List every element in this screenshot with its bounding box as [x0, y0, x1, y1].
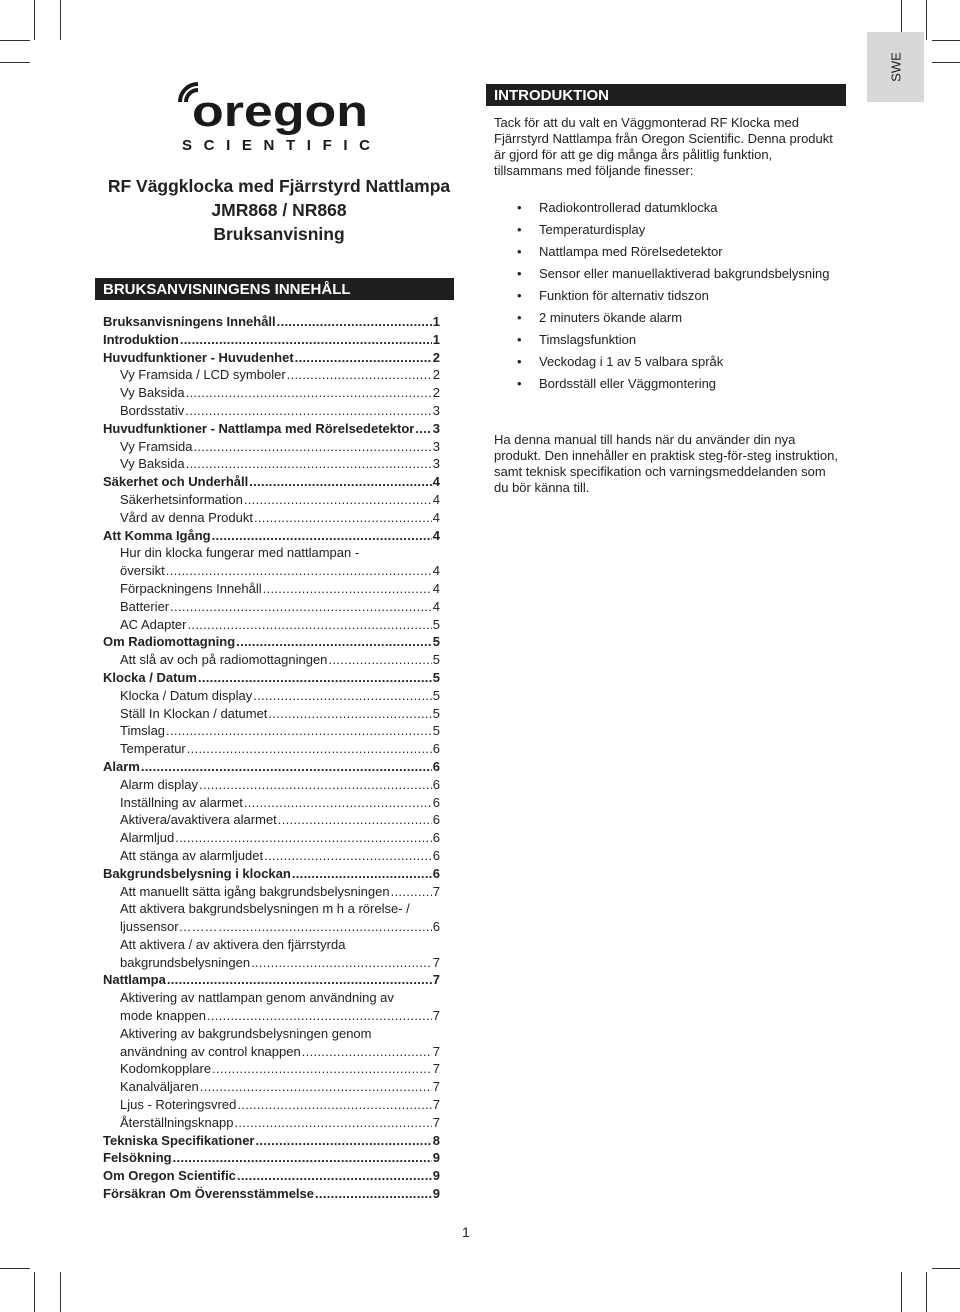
toc-leader: [237, 1167, 432, 1185]
feature-text: Nattlampa med Rörelsedetektor: [539, 244, 723, 259]
toc-leader: [219, 918, 432, 936]
toc-entry: [103, 420, 440, 438]
toc-entry-title: Klocka / Datum: [103, 669, 197, 685]
toc-entry: [103, 509, 440, 527]
toc-heading: BRUKSANVISNINGENS INNEHÅLL: [95, 278, 454, 300]
toc-entry-page: 9: [432, 1186, 440, 1202]
toc-entry-title: Att manuellt sätta igång bakgrundsbelysningen: [120, 883, 390, 899]
toc-entry-page: 1: [432, 314, 440, 329]
toc-entry: [103, 384, 440, 402]
toc-leader: [236, 633, 432, 651]
toc-entry-title: ljussensor………: [120, 919, 218, 935]
feature-text: Bordsställ eller Väggmontering: [539, 376, 717, 391]
feature-text: Timslagsfunktion: [539, 332, 637, 347]
toc-leader: [328, 651, 431, 669]
toc-leader: [193, 438, 431, 456]
toc-entry-title: Aktivering av bakgrundsbelysningen genom: [120, 1025, 372, 1041]
toc-leader: [167, 971, 432, 989]
toc-entry: [103, 865, 440, 883]
toc-entry: [103, 705, 440, 723]
toc-entry-title: Säkerhet och Underhåll: [103, 474, 249, 490]
feature-text: Temperaturdisplay: [539, 222, 646, 237]
toc-entry-title: översikt: [120, 563, 165, 579]
toc-entry: [103, 527, 440, 545]
toc-entry-title: Bruksanvisningens Innehåll: [103, 314, 276, 329]
crop-mark: [0, 1268, 30, 1269]
toc-leader: [268, 705, 431, 723]
toc-entry-title: Bordsstativ: [120, 402, 185, 418]
toc-entry-page: 7: [432, 1008, 440, 1024]
toc-leader: [188, 616, 432, 634]
toc-leader: [256, 1132, 432, 1150]
toc-entry-title: Bakgrundsbelysning i klockan: [103, 865, 291, 881]
toc-entry: [103, 1149, 440, 1167]
toc-leader: [277, 313, 432, 331]
toc-leader: [244, 794, 432, 812]
toc-leader: [302, 1043, 432, 1061]
toc-entry-page: 5: [432, 652, 440, 668]
toc-entry-title: Hur din klocka fungerar med nattlampan -: [120, 545, 360, 561]
crop-mark: [932, 62, 960, 63]
toc-entry-page: 9: [432, 1168, 440, 1184]
toc-entry-page: 3: [432, 402, 440, 418]
toc-entry-page: 3: [432, 420, 440, 436]
bullet-icon: •: [517, 332, 522, 347]
toc-entry-title: Huvudfunktioner - Huvudenhet: [103, 349, 294, 365]
toc-entry: [103, 1096, 440, 1114]
toc-entry: [103, 1060, 440, 1078]
toc-entry-page: 7: [432, 1114, 440, 1130]
language-label: SWE: [888, 52, 903, 82]
toc-entry-page: 1: [432, 331, 440, 347]
feature-item: [517, 354, 847, 370]
toc-entry-page: 4: [432, 563, 440, 579]
table-of-contents: [103, 313, 440, 1203]
toc-leader: [212, 1060, 432, 1078]
toc-entry: [103, 1167, 440, 1185]
crop-mark: [901, 1272, 902, 1312]
toc-entry-title: Om Radiomottagning: [103, 634, 236, 650]
feature-item: [517, 266, 847, 282]
toc-entry-page: 5: [432, 705, 440, 721]
bullet-icon: •: [517, 376, 522, 391]
toc-leader: [264, 847, 432, 865]
feature-item: [517, 288, 847, 304]
toc-entry: [103, 544, 440, 562]
toc-entry-page: 4: [432, 598, 440, 614]
feature-text: 2 minuters ökande alarm: [539, 310, 683, 325]
toc-entry: [103, 900, 440, 918]
toc-entry-page: 6: [432, 794, 440, 810]
toc-leader: [295, 349, 432, 367]
toc-entry-page: 6: [432, 830, 440, 846]
toc-entry-title: Ljus - Roteringsvred: [120, 1097, 237, 1113]
toc-entry: [103, 491, 440, 509]
title-model: JMR868 / NR868: [211, 200, 347, 220]
toc-entry: [103, 1025, 440, 1043]
toc-leader: [198, 669, 432, 687]
toc-entry-page: 5: [432, 616, 440, 632]
toc-entry: [103, 1185, 440, 1203]
bullet-icon: •: [517, 200, 522, 215]
feature-item: [517, 310, 847, 326]
toc-entry-title: Alarm display: [120, 776, 199, 792]
toc-entry-title: Att stänga av alarmljudet: [120, 847, 264, 863]
toc-leader: [244, 491, 432, 509]
toc-entry: [103, 1007, 440, 1025]
toc-leader: [200, 1078, 432, 1096]
toc-leader: [415, 420, 431, 438]
toc-entry-page: 7: [432, 1097, 440, 1113]
toc-entry-title: Vy Baksida: [120, 385, 185, 401]
toc-entry: [103, 1132, 440, 1150]
toc-leader: [212, 527, 432, 545]
toc-entry-title: Om Oregon Scientific: [103, 1168, 236, 1184]
toc-leader: [175, 829, 432, 847]
toc-leader: [253, 687, 432, 705]
toc-entry-page: 5: [432, 687, 440, 703]
toc-entry-title: Att aktivera / av aktivera den fjärrstyrda: [120, 936, 346, 952]
crop-mark: [0, 62, 30, 63]
toc-entry: [103, 776, 440, 794]
oregon-scientific-logo: [176, 82, 376, 154]
feature-item: [517, 222, 847, 238]
toc-entry-title: Nattlampa: [103, 972, 166, 988]
bullet-icon: •: [517, 266, 522, 281]
crop-mark: [34, 1272, 35, 1312]
feature-item: [517, 200, 847, 216]
document-title: [103, 174, 455, 246]
toc-leader: [254, 509, 432, 527]
toc-entry: [103, 722, 440, 740]
bullet-icon: •: [517, 288, 522, 303]
toc-entry-page: 2: [432, 385, 440, 401]
toc-entry-page: 6: [432, 776, 440, 792]
toc-leader: [180, 331, 432, 349]
toc-entry-title: Aktivering av nattlampan genom användning av: [120, 990, 394, 1006]
toc-entry-title: Förpackningens Innehåll: [120, 580, 262, 596]
toc-entry-title: Ställ In Klockan / datumet: [120, 705, 268, 721]
toc-entry: [103, 331, 440, 349]
brand-tagline: SCIENTIFIC: [182, 137, 370, 154]
toc-entry: [103, 811, 440, 829]
title-manual: Bruksanvisning: [213, 224, 345, 244]
toc-leader: [263, 580, 432, 598]
toc-entry: [103, 455, 440, 473]
toc-leader: [166, 722, 432, 740]
feature-text: Funktion för alternativ tidszon: [539, 288, 709, 303]
toc-entry-title: Att slå av och på radiomottagningen: [120, 652, 328, 668]
toc-entry: [103, 562, 440, 580]
toc-entry-title: Alarmljud: [120, 830, 175, 846]
toc-entry: [103, 349, 440, 367]
toc-entry: [103, 954, 440, 972]
toc-entry: [103, 1078, 440, 1096]
language-tab: [867, 32, 924, 102]
toc-entry-page: 6: [432, 812, 440, 828]
bullet-icon: •: [517, 310, 522, 325]
toc-entry-page: 6: [432, 758, 440, 774]
toc-leader: [187, 740, 432, 758]
toc-entry: [103, 402, 440, 420]
toc-entry: [103, 473, 440, 491]
toc-entry: [103, 918, 440, 936]
toc-leader: [234, 1114, 431, 1132]
toc-entry-title: AC Adapter: [120, 616, 187, 632]
toc-entry-title: Säkerhetsinformation: [120, 491, 243, 507]
toc-entry-title: bakgrundsbelysningen: [120, 954, 251, 970]
feature-item: [517, 244, 847, 260]
toc-entry-title: Vård av denna Produkt: [120, 509, 253, 525]
feature-text: Radiokontrollerad datumklocka: [539, 200, 718, 215]
crop-mark: [926, 1272, 927, 1312]
toc-leader: [186, 384, 432, 402]
toc-entry: [103, 598, 440, 616]
crop-mark: [60, 0, 61, 40]
toc-entry: [103, 847, 440, 865]
toc-leader: [249, 473, 432, 491]
brand-name: oregon: [192, 87, 368, 136]
toc-entry-page: 4: [432, 474, 440, 490]
toc-entry-page: 6: [432, 865, 440, 881]
toc-entry-title: Tekniska Specifikationer: [103, 1132, 255, 1148]
toc-entry: [103, 883, 440, 901]
toc-entry-title: Felsökning: [103, 1150, 172, 1166]
toc-entry: [103, 687, 440, 705]
toc-entry-page: 4: [432, 580, 440, 596]
toc-entry-page: 7: [432, 1079, 440, 1095]
toc-entry-page: 7: [432, 1043, 440, 1059]
toc-leader: [207, 1007, 432, 1025]
toc-entry-title: Kodomkopplare: [120, 1061, 212, 1077]
toc-leader: [278, 811, 432, 829]
intro-heading: INTRODUKTION: [486, 84, 846, 106]
toc-entry: [103, 971, 440, 989]
toc-entry-title: Försäkran Om Överensstämmelse: [103, 1186, 314, 1202]
toc-leader: [170, 598, 432, 616]
toc-entry: [103, 669, 440, 687]
toc-entry-title: användning av control knappen: [120, 1043, 301, 1059]
toc-entry-page: 7: [432, 1061, 440, 1077]
toc-entry-page: 4: [432, 491, 440, 507]
crop-mark: [932, 40, 960, 41]
toc-entry-page: 7: [432, 954, 440, 970]
toc-entry: [103, 633, 440, 651]
toc-entry: [103, 1114, 440, 1132]
toc-entry: [103, 936, 440, 954]
toc-leader: [315, 1185, 432, 1203]
toc-entry-title: Vy Framsida: [120, 438, 193, 454]
toc-entry: [103, 989, 440, 1007]
toc-entry: [103, 651, 440, 669]
intro-paragraph: Tack för att du valt en Väggmonterad RF Klocka med Fjärrstyrd Nattlampa från Oregon Scientific. Denna produkt är gjord för att ge dig många års pålitlig funktion, tillsammans med följande finesser:: [494, 115, 833, 178]
toc-entry-title: Vy Baksida: [120, 456, 185, 472]
toc-leader: [141, 758, 432, 776]
toc-entry-title: Att Komma Igång: [103, 527, 211, 543]
toc-entry: [103, 794, 440, 812]
toc-entry-title: Återställningsknapp: [120, 1114, 234, 1130]
crop-mark: [60, 1272, 61, 1312]
toc-entry-title: Inställning av alarmet: [120, 794, 243, 810]
toc-entry-title: Aktivera/avaktivera alarmet: [120, 812, 277, 828]
bullet-icon: •: [517, 222, 522, 237]
toc-entry-title: Vy Framsida / LCD symboler: [120, 367, 286, 383]
toc-entry-title: Att aktivera bakgrundsbelysningen m h a rörelse- /: [120, 901, 410, 917]
toc-entry-page: 5: [432, 634, 440, 650]
toc-entry-page: 7: [432, 883, 440, 899]
toc-entry-title: mode knappen: [120, 1008, 207, 1024]
toc-entry-page: 4: [432, 527, 440, 543]
feature-item: [517, 332, 847, 348]
toc-entry-page: 2: [432, 367, 440, 383]
crop-mark: [926, 0, 927, 40]
toc-entry: [103, 313, 440, 331]
toc-entry-title: Alarm: [103, 758, 140, 774]
crop-mark: [34, 0, 35, 40]
feature-list: [517, 200, 847, 398]
toc-entry-title: Introduktion: [103, 331, 179, 347]
toc-entry-title: Batterier: [120, 598, 170, 614]
toc-entry: [103, 1043, 440, 1061]
bullet-icon: •: [517, 354, 522, 369]
toc-entry-title: Temperatur: [120, 741, 186, 757]
toc-leader: [292, 865, 432, 883]
toc-leader: [199, 776, 432, 794]
crop-mark: [932, 1268, 960, 1269]
toc-entry: [103, 740, 440, 758]
toc-entry-page: 4: [432, 509, 440, 525]
toc-entry-title: Klocka / Datum display: [120, 687, 253, 703]
closing-paragraph: Ha denna manual till hands när du använder din nya produkt. Den innehåller en praktisk steg-för-steg instruktion, samt teknisk specifikation och varningsmeddelanden som du bör känna till.: [494, 432, 838, 495]
toc-entry-page: 8: [432, 1132, 440, 1148]
toc-entry-page: 5: [432, 669, 440, 685]
feature-text: Sensor eller manuellaktiverad bakgrundsbelysning: [539, 266, 830, 281]
bullet-icon: •: [517, 244, 522, 259]
toc-entry-page: 3: [432, 438, 440, 454]
toc-entry: [103, 829, 440, 847]
toc-entry-page: 3: [432, 456, 440, 472]
toc-entry-title: Timslag: [120, 723, 166, 739]
toc-entry-title: Huvudfunktioner - Nattlampa med Rörelsedetektor: [103, 420, 415, 436]
toc-leader: [185, 402, 431, 420]
toc-leader: [391, 883, 432, 901]
feature-item: [517, 376, 847, 392]
toc-leader: [173, 1149, 432, 1167]
toc-entry-page: 5: [432, 723, 440, 739]
toc-entry-page: 2: [432, 349, 440, 365]
toc-entry-title: Kanalväljaren: [120, 1079, 199, 1095]
toc-entry: [103, 438, 440, 456]
toc-leader: [287, 366, 432, 384]
toc-leader: [166, 562, 432, 580]
title-product: RF Väggklocka med Fjärrstyrd Nattlampa: [107, 176, 451, 196]
feature-text: Veckodag i 1 av 5 valbara språk: [539, 354, 724, 369]
toc-leader: [251, 954, 432, 972]
toc-entry-page: 6: [432, 847, 440, 863]
toc-entry: [103, 366, 440, 384]
toc-entry-page: 7: [432, 972, 440, 988]
toc-entry: [103, 580, 440, 598]
toc-entry: [103, 616, 440, 634]
toc-leader: [237, 1096, 431, 1114]
page-number: 1: [462, 1224, 470, 1240]
toc-entry: [103, 758, 440, 776]
toc-entry-page: 6: [432, 919, 440, 935]
toc-entry-page: 6: [432, 741, 440, 757]
crop-mark: [0, 40, 30, 41]
toc-entry-page: 9: [432, 1150, 440, 1166]
toc-leader: [186, 455, 432, 473]
